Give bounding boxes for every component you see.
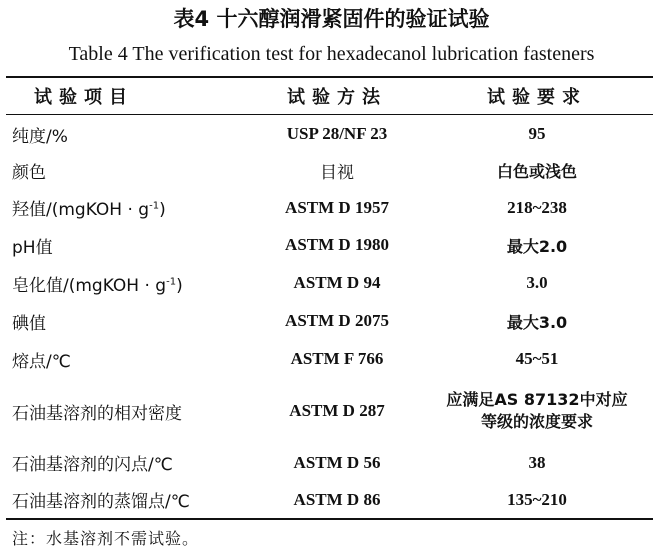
table-row xyxy=(6,189,653,226)
header-test-item: 试验项目 xyxy=(34,87,134,108)
row-requirement: 135~210 xyxy=(507,489,567,509)
row-method: ASTM F 766 xyxy=(290,349,384,368)
row-method: ASTM D 287 xyxy=(289,401,385,420)
table-footnote: 注：水基溶剂不需试验。 xyxy=(12,529,200,548)
row-requirement: 38 xyxy=(528,452,546,472)
table-row xyxy=(6,340,653,378)
table-row xyxy=(6,152,653,189)
table-row xyxy=(6,116,653,152)
row-item: 石油基溶剂的蒸馏点/℃ xyxy=(12,492,190,512)
table-row xyxy=(6,378,653,444)
row-method: ASTM D 1957 xyxy=(285,197,389,217)
row-item: 颜色 xyxy=(12,163,46,183)
row-method: ASTM D 1980 xyxy=(285,235,389,254)
row-requirement: 最大3.0 xyxy=(506,312,568,332)
row-requirement: 218~238 xyxy=(507,197,567,217)
header-test-method: 试验方法 xyxy=(287,87,387,108)
row-method: ASTM D 2075 xyxy=(285,311,389,330)
table-title-english: Table 4 The verification test for hexadecanol lubrication fasteners xyxy=(68,43,595,65)
row-method: ASTM D 94 xyxy=(293,273,381,292)
table-bottom-rule xyxy=(6,518,653,520)
table-row xyxy=(6,481,653,518)
table-header-row xyxy=(6,78,653,114)
row-requirement: 95 xyxy=(528,124,546,143)
row-requirement xyxy=(421,389,653,433)
row-requirement: 3.0 xyxy=(526,273,548,292)
row-requirement: 45~51 xyxy=(515,349,559,368)
row-item: pH值 xyxy=(12,237,53,258)
table-row xyxy=(6,444,653,481)
requirement-line-2: 等级的浓度要求 xyxy=(480,412,593,431)
table-row xyxy=(6,226,653,264)
table-row xyxy=(6,264,653,302)
row-method: ASTM D 86 xyxy=(293,489,381,509)
row-method: ASTM D 56 xyxy=(293,452,381,472)
row-item: 石油基溶剂的闪点/℃ xyxy=(12,455,173,475)
row-requirement: 最大2.0 xyxy=(506,236,568,256)
table-header-rule xyxy=(6,114,653,115)
row-item: 皂化值/(mgKOH · $g^{-1}$) xyxy=(12,275,183,296)
row-item: 纯度/% xyxy=(12,126,68,147)
row-requirement: 白色或浅色 xyxy=(496,162,577,181)
row-method: 目视 xyxy=(320,163,354,183)
requirement-line-1: 应满足AS 87132中对应 xyxy=(446,390,628,409)
table-title-chinese: 表4 十六醇润滑紧固件的验证试验 xyxy=(173,7,490,31)
row-method: USP 28/NF 23 xyxy=(286,124,388,143)
row-item: 羟值/(mgKOH · $g^{-1}$) xyxy=(12,200,166,220)
table-row xyxy=(6,302,653,340)
row-item: 碘值 xyxy=(12,313,46,334)
header-test-requirement: 试验要求 xyxy=(487,87,587,108)
row-item: 石油基溶剂的相对密度 xyxy=(12,403,182,424)
row-item: 熔点/℃ xyxy=(12,351,71,372)
